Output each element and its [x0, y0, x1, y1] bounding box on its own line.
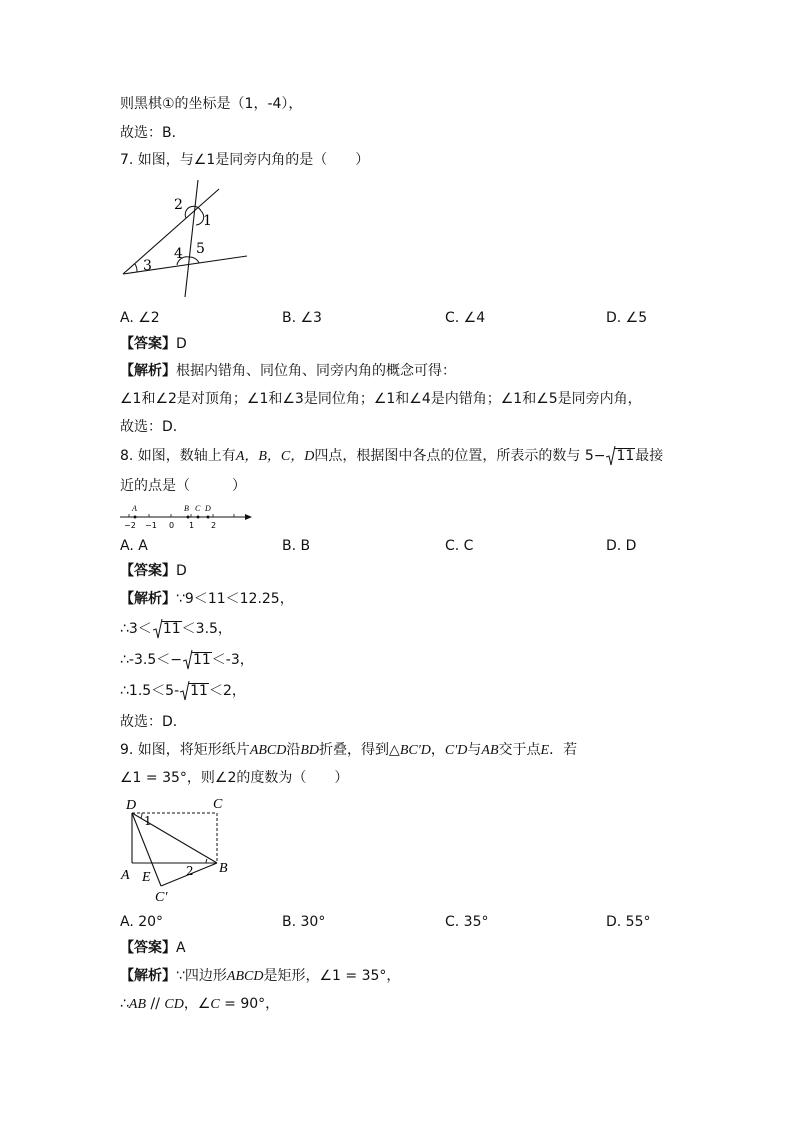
q8-tick-2: 2	[211, 521, 217, 530]
q8-step-1-b: ＜3.5，	[181, 621, 232, 637]
q9-analysis-2-parallel: //	[146, 996, 165, 1012]
q8-tick-0: 0	[169, 521, 175, 530]
q8-choose: 故选：D．	[120, 714, 187, 730]
q8-step-3-sqrt	[180, 682, 209, 700]
q8-sqrt-radicand: 11	[616, 448, 635, 464]
q7-line-b	[185, 180, 198, 297]
q7-line-a	[123, 189, 219, 274]
q8-analysis-tag: 【解析】	[120, 591, 176, 607]
q8-tick-neg1: −1	[145, 521, 157, 530]
q8-step-2-b: ＜-3，	[211, 652, 254, 668]
q9-label-1: 1	[144, 814, 152, 828]
q9-label-2: 2	[186, 864, 194, 878]
q9-option-d: D. 55°	[606, 914, 651, 930]
q8-label-d: D	[205, 504, 211, 513]
q8-analysis	[120, 590, 294, 608]
q9-stem-point-e: E	[540, 743, 550, 758]
q9-stem-f: 交于点	[498, 742, 541, 758]
q9-option-c: C. 35°	[445, 914, 489, 930]
q8-answer-tag: 【答案】	[120, 563, 176, 579]
q8-answer	[120, 562, 187, 580]
q8-point-c	[197, 516, 200, 519]
q9-answer	[120, 939, 186, 957]
q8-answer-value: D	[176, 563, 187, 579]
q9-analysis-b: 是矩形，∠1 = 35°，	[263, 968, 401, 984]
q7-label-1: 1	[203, 213, 212, 229]
q9-stem-abcd: ABCD	[249, 743, 287, 758]
q8-label-b: B	[184, 504, 189, 513]
q8-point-b	[187, 516, 190, 519]
q8-step-2-a: ∴-3.5＜−	[120, 652, 182, 668]
q8-option-d: D. D	[606, 538, 637, 554]
q7-choose: 故选：D．	[120, 419, 187, 435]
q7-analysis-tag: 【解析】	[120, 363, 176, 379]
q8-stem-a: 8. 如图，数轴上有	[120, 448, 236, 464]
q8-point-a	[134, 516, 137, 519]
q7-label-5: 5	[196, 241, 205, 257]
q9-arc-1	[141, 813, 142, 818]
q7-arc-3	[135, 264, 137, 272]
q9-analysis-2-b: ，∠	[183, 996, 211, 1012]
q9-answer-value: A	[176, 940, 186, 956]
q9-analysis-2-d: = 90°，	[219, 996, 280, 1012]
q7-label-3: 3	[143, 258, 152, 274]
q8-tick-neg2: −2	[124, 521, 136, 530]
q8-sqrt	[606, 447, 635, 465]
q9-label-b: B	[219, 861, 228, 876]
q9-analysis-2-ab: AB	[128, 997, 147, 1012]
q8-step-1-sqrt	[153, 620, 182, 638]
q7-line-c	[123, 256, 247, 274]
prev-answer-line: 则黑棋①的坐标是（1，-4），	[120, 96, 303, 112]
q9-label-d: D	[126, 798, 137, 813]
q9-stem-bcd: BC′D	[399, 743, 431, 758]
q7-answer-value: D	[176, 336, 187, 352]
q8-stem-2: 近的点是（ ）	[120, 478, 246, 494]
q8-step-2-radicand: 11	[192, 652, 211, 668]
q9-stem-bd: BD	[300, 743, 320, 758]
q7-figure	[115, 175, 255, 300]
q8-step-3-b: ＜2，	[208, 683, 246, 699]
q9-stem-ab: AB	[481, 743, 499, 758]
q8-step-2	[120, 651, 254, 669]
q8-tick-1: 1	[189, 521, 195, 530]
q9-label-c-prime: C′	[155, 890, 168, 905]
q7-arc-5	[189, 257, 199, 263]
q9-analysis-tag: 【解析】	[120, 968, 176, 984]
q7-option-b: B. ∠3	[282, 310, 322, 326]
q9-stem-d: ，	[430, 742, 445, 758]
q7-stem: 7. 如图，与∠1是同旁内角的是（ ）	[120, 152, 370, 168]
q8-label-c: C	[195, 504, 201, 513]
q9-label-c: C	[213, 797, 223, 812]
q7-answer	[120, 335, 187, 353]
q8-option-a: A. A	[120, 538, 148, 554]
q9-analysis-2-cd: CD	[164, 997, 184, 1012]
q8-analysis-text: ∵9＜11＜12.25，	[176, 591, 294, 607]
q9-analysis-2-c: C	[210, 997, 220, 1012]
q8-step-3-a: ∴1.5＜5-	[120, 683, 180, 699]
q9-stem-e: 与	[467, 742, 482, 758]
q8-step-2-sqrt	[183, 651, 212, 669]
q8-stem	[120, 447, 663, 466]
q7-label-2: 2	[174, 197, 183, 213]
q9-stem	[120, 741, 577, 760]
q8-number-line	[116, 500, 256, 532]
q9-arc-2	[206, 859, 207, 863]
q9-option-a: A. 20°	[120, 914, 164, 930]
q7-answer-tag: 【答案】	[120, 336, 176, 352]
q8-stem-b: 四点，根据图中各点的位置，所表示的数与 5−	[314, 448, 606, 464]
q7-analysis-2: ∠1和∠2是对顶角；∠1和∠3是同位角；∠1和∠4是内错角；∠1和∠5是同旁内角，	[120, 391, 642, 407]
q9-analysis	[120, 967, 400, 986]
q8-step-3-radicand: 11	[190, 683, 208, 699]
q9-option-b: B. 30°	[282, 914, 326, 930]
q8-option-c: C. C	[445, 538, 474, 554]
q9-stem-2: ∠1 = 35°，则∠2的度数为（ ）	[120, 770, 349, 786]
q9-label-e: E	[142, 870, 151, 885]
q7-option-a: A. ∠2	[120, 310, 160, 326]
q9-analysis-a: ∵四边形	[176, 968, 227, 984]
q8-step-1-a: ∴3＜	[120, 621, 152, 637]
q9-analysis-abcd: ABCD	[226, 969, 264, 984]
q8-point-d	[207, 516, 210, 519]
q8-axis-arrow	[245, 514, 252, 520]
q9-stem-cd: C′D	[444, 743, 468, 758]
q8-step-1-radicand: 11	[162, 621, 181, 637]
q9-analysis-2-a: ∴	[120, 996, 129, 1012]
q8-stem-letters: A，B，C，D	[235, 449, 315, 464]
q9-figure	[115, 793, 240, 905]
q7-label-4: 4	[174, 246, 183, 262]
q7-option-c: C. ∠4	[445, 310, 486, 326]
prev-choose-line: 故选：B．	[120, 125, 186, 141]
q8-step-1	[120, 620, 232, 638]
q9-answer-tag: 【答案】	[120, 940, 176, 956]
q8-label-a: A	[132, 504, 137, 513]
q9-stem-c: 折叠，得到△	[319, 742, 400, 758]
q9-stem-a: 9. 如图，将矩形纸片	[120, 742, 250, 758]
q8-option-b: B. B	[282, 538, 311, 554]
q9-stem-b: 沿	[286, 742, 301, 758]
q8-stem-c: 最接	[635, 448, 664, 464]
q8-step-3	[120, 682, 246, 700]
q9-stem-g: ．若	[549, 742, 578, 758]
q7-analysis-text: 根据内错角、同位角、同旁内角的概念可得：	[176, 363, 456, 379]
q7-option-d: D. ∠5	[606, 310, 648, 326]
q7-analysis	[120, 362, 456, 380]
q9-analysis-2	[120, 995, 279, 1014]
q9-label-a: A	[121, 868, 130, 883]
